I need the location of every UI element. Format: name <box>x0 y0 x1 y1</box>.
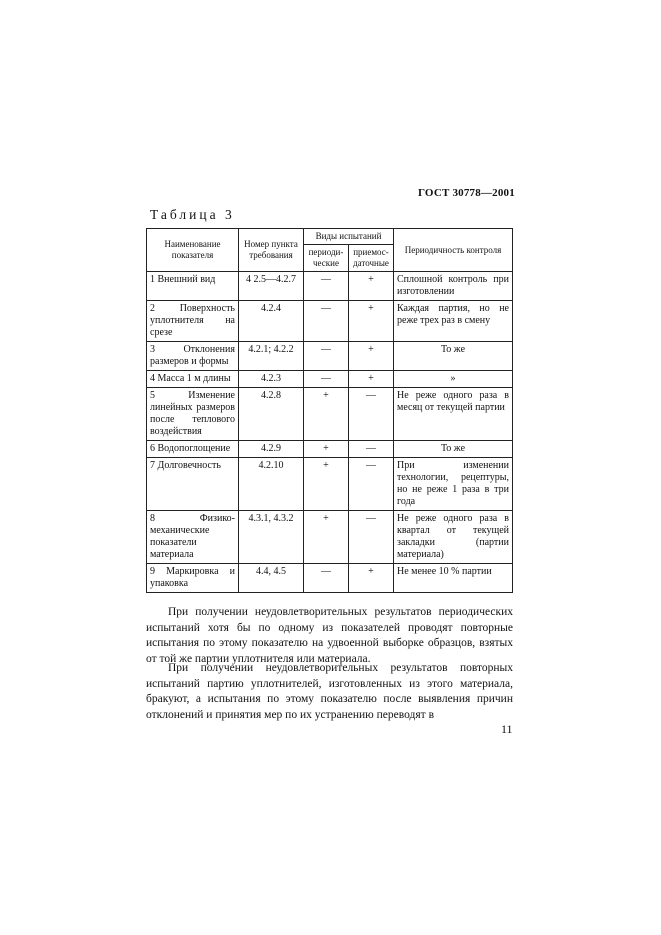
cell-acceptance: — <box>349 388 394 441</box>
table-header-row <box>147 229 513 245</box>
cell-number: 4.4, 4.5 <box>239 564 304 593</box>
cell-name: 9 Маркировка и упаковка <box>147 564 239 593</box>
cell-periodic: + <box>304 441 349 458</box>
cell-periodic: — <box>304 342 349 371</box>
cell-acceptance: + <box>349 342 394 371</box>
standard-code: ГОСТ 30778—2001 <box>418 187 515 199</box>
cell-periodic: — <box>304 272 349 301</box>
paragraph-rejection <box>146 661 513 723</box>
cell-number: 4.2.8 <box>239 388 304 441</box>
header-periodic: периоди-ческие <box>304 245 349 272</box>
cell-name: 7 Долговечность <box>147 458 239 511</box>
cell-frequency: Не реже одного раза в квартал от текущей закладки (партии материала) <box>394 511 513 564</box>
cell-frequency: » <box>394 371 513 388</box>
cell-periodic: — <box>304 564 349 593</box>
header-frequency: Периодичность контроля <box>394 229 513 272</box>
table-row <box>147 441 513 458</box>
table-row <box>147 511 513 564</box>
cell-name: 3 Отклонения размеров и формы <box>147 342 239 371</box>
cell-number: 4 2.5—4.2.7 <box>239 272 304 301</box>
cell-number: 4.2.3 <box>239 371 304 388</box>
cell-acceptance: + <box>349 371 394 388</box>
table-row <box>147 342 513 371</box>
cell-frequency: Каждая партия, но не реже трех раз в смену <box>394 301 513 342</box>
cell-periodic: + <box>304 458 349 511</box>
header-name: Наименование показателя <box>147 229 239 272</box>
cell-acceptance: + <box>349 272 394 301</box>
table-caption: Таблица 3 <box>150 207 235 222</box>
table-row <box>147 388 513 441</box>
cell-acceptance: — <box>349 458 394 511</box>
cell-frequency: То же <box>394 441 513 458</box>
paragraph-text: При получении неудовлетворительных результатов повторных испытаний партию уплотнителей, изготовленных из этого материала, бракуют, а испытания по этому показателю после выявления причин отклонений и принятия мер по их устранению переводят в <box>146 662 513 721</box>
table-row <box>147 458 513 511</box>
table-row <box>147 301 513 342</box>
table-row <box>147 564 513 593</box>
cell-acceptance: — <box>349 511 394 564</box>
cell-number: 4.2.10 <box>239 458 304 511</box>
cell-name: 4 Масса 1 м длины <box>147 371 239 388</box>
cell-number: 4.2.9 <box>239 441 304 458</box>
cell-name: 5 Изменение линейных размеров после теплового воздействия <box>147 388 239 441</box>
header-acceptance: приемос-даточные <box>349 245 394 272</box>
cell-frequency: То же <box>394 342 513 371</box>
table-row <box>147 272 513 301</box>
paragraph-text: При получении неудовлетворительных результатов периодических испытаний хотя бы по одному из показателей проводят повторные испытания по этому показателю на удвоенной выборке образцов, взятых от той же партии уплотнителя или материала. <box>146 606 513 665</box>
cell-frequency: При изменении технологии, рецептуры, но не реже 1 раза в три года <box>394 458 513 511</box>
table-row <box>147 371 513 388</box>
cell-name: 6 Водопоглощение <box>147 441 239 458</box>
header-number: Номер пункта требования <box>239 229 304 272</box>
inspection-table <box>146 228 513 593</box>
cell-number: 4.3.1, 4.3.2 <box>239 511 304 564</box>
page-number: 11 <box>501 722 513 736</box>
cell-name: 2 Поверхность уплотнителя на срезе <box>147 301 239 342</box>
cell-periodic: — <box>304 371 349 388</box>
cell-number: 4.2.1; 4.2.2 <box>239 342 304 371</box>
cell-name: 1 Внешний вид <box>147 272 239 301</box>
cell-periodic: + <box>304 388 349 441</box>
header-test-types: Виды испытаний <box>304 229 394 245</box>
cell-frequency: Не менее 10 % партии <box>394 564 513 593</box>
cell-frequency: Не реже одного раза в месяц от текущей партии <box>394 388 513 441</box>
cell-frequency: Сплошной контроль при изготовлении <box>394 272 513 301</box>
cell-name: 8 Физико-механические показатели материала <box>147 511 239 564</box>
cell-acceptance: + <box>349 301 394 342</box>
cell-acceptance: + <box>349 564 394 593</box>
cell-periodic: + <box>304 511 349 564</box>
paragraph-repeat-tests <box>146 605 513 667</box>
cell-periodic: — <box>304 301 349 342</box>
cell-acceptance: — <box>349 441 394 458</box>
cell-number: 4.2.4 <box>239 301 304 342</box>
